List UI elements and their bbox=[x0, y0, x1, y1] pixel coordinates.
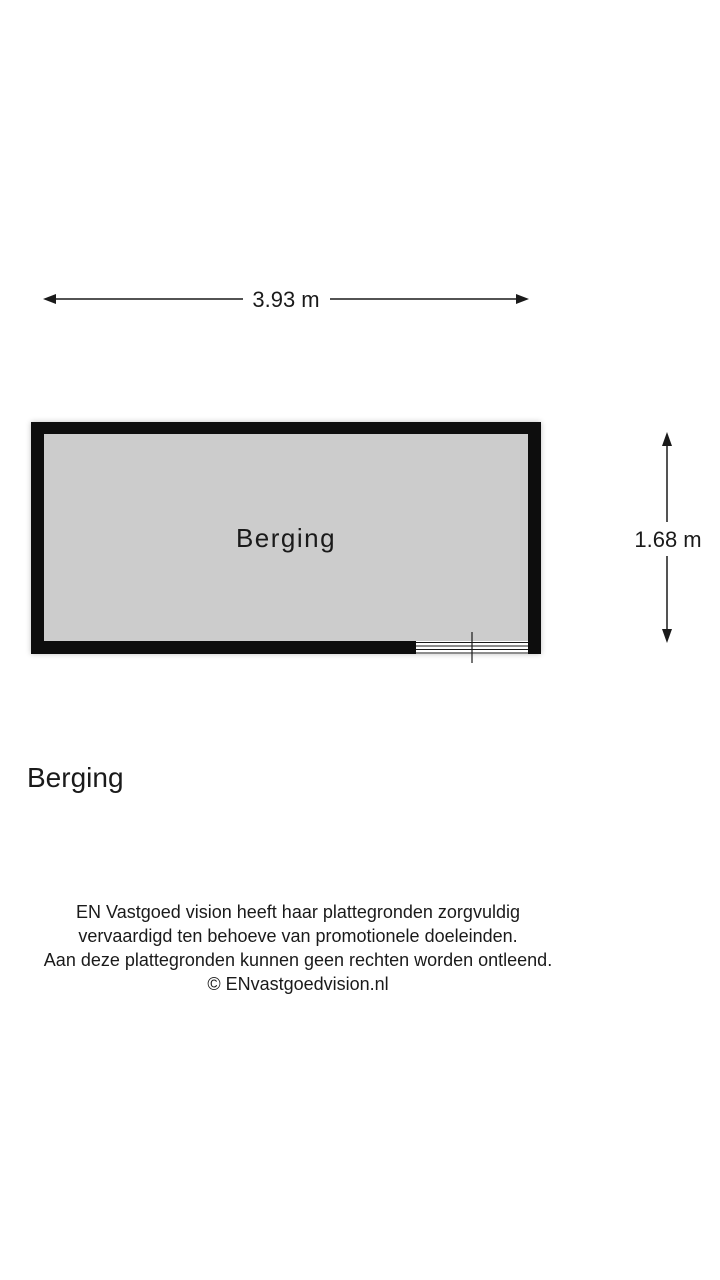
disclaimer bbox=[0, 900, 596, 996]
disclaimer-line: EN Vastgoed vision heeft haar plattegronden zorgvuldig bbox=[76, 902, 520, 922]
room-label: Berging bbox=[235, 523, 337, 553]
arrow-down-icon bbox=[662, 629, 672, 643]
height-dimension-label: 1.68 m bbox=[634, 527, 702, 552]
disclaimer-line: Aan deze plattegronden kunnen geen rechten worden ontleend. bbox=[43, 950, 553, 970]
copyright-line: © ENvastgoedvision.nl bbox=[207, 974, 389, 994]
width-dimension bbox=[43, 287, 529, 312]
arrow-right-icon bbox=[516, 294, 529, 304]
floor-title: Berging bbox=[27, 762, 124, 793]
arrow-up-icon bbox=[662, 432, 672, 446]
disclaimer-line: vervaardigd ten behoeve van promotionele doeleinden. bbox=[78, 926, 518, 946]
width-dimension-label: 3.93 m bbox=[252, 287, 320, 312]
arrow-left-icon bbox=[43, 294, 56, 304]
height-dimension bbox=[634, 432, 701, 643]
